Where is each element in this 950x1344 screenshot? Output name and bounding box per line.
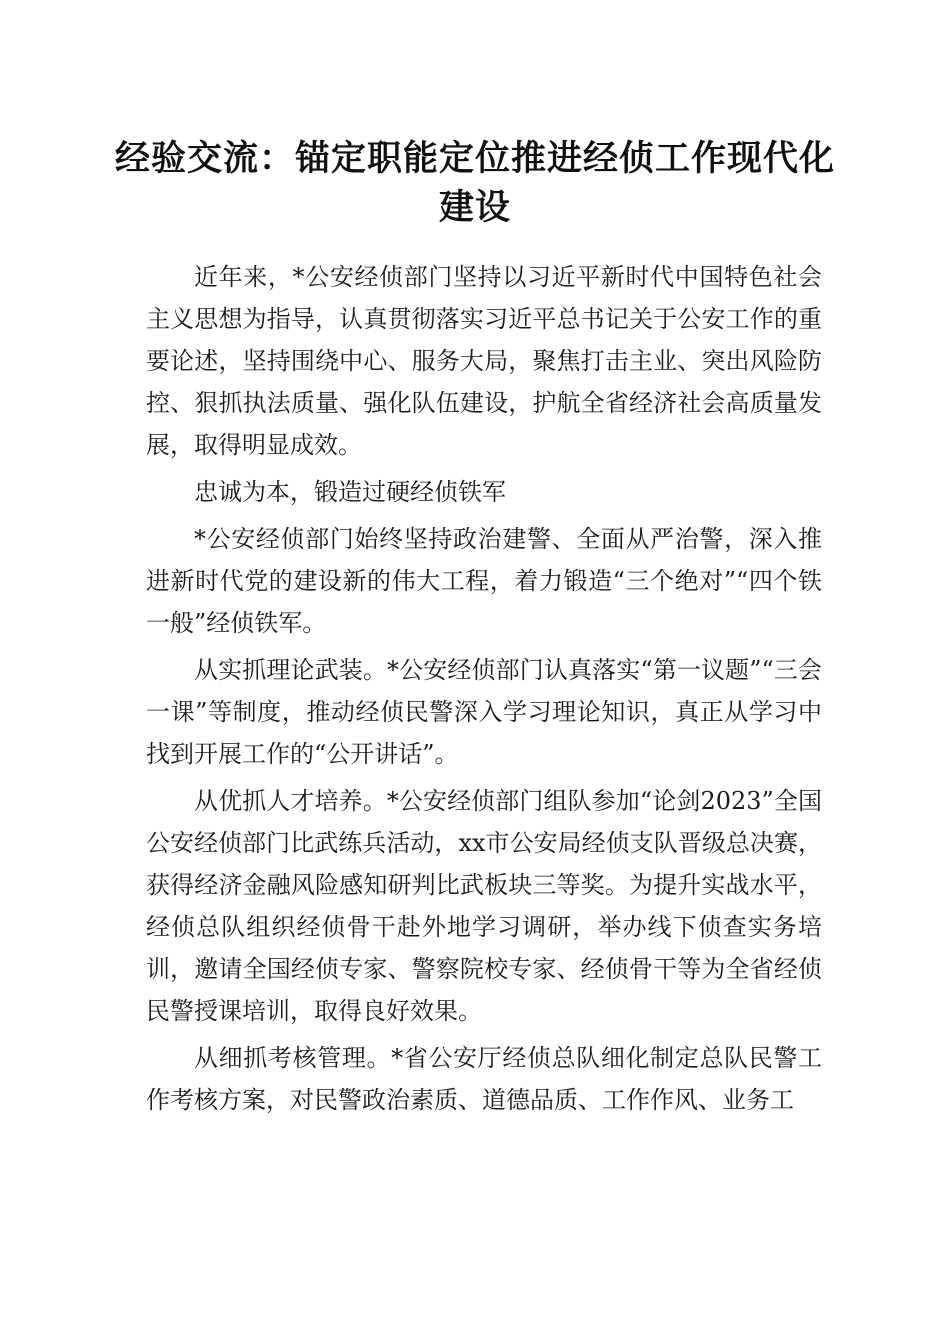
document-body [146, 256, 822, 1126]
paragraph-intro: 近年来，*公安经侦部门坚持以习近平新时代中国特色社会主义思想为指导，认真贯彻落实习近平总书记关于公安工作的重要论述，坚持围绕中心、服务大局，聚焦打击主业、突出风险防控、狠抓执法质量、强化队伍建设，护航全省经济社会高质量发展，取得明显成效。 [146, 263, 822, 459]
paragraph-assessment: 从细抓考核管理。*省公安厅经侦总队细化制定总队民警工作考核方案，对民警政治素质、道德品质、工作作风、业务工 [146, 1044, 822, 1114]
paragraph-talent: 从优抓人才培养。*公安经侦部门组队参加“论剑2023”全国公安经侦部门比武练兵活动，xx市公安局经侦支队晋级总决赛，获得经济金融风险感知研判比武板块三等奖。为提升实战水平，经侦总队组织经侦骨干赴外地学习调研，举办线下侦查实务培训，邀请全国经侦专家、警察院校专家、经侦骨干等为全省经侦民警授课培训，取得良好效果。 [146, 787, 822, 1025]
paragraph-theory: 从实抓理论武装。*公安经侦部门认真落实“第一议题”“三会一课”等制度，推动经侦民警深入学习理论知识，真正从学习中找到开展工作的“公开讲话”。 [146, 656, 822, 768]
section-heading: 忠诚为本，锻造过硬经侦铁军 [194, 478, 506, 506]
paragraph-loyalty: *公安经侦部门始终坚持政治建警、全面从严治警，深入推进新时代党的建设新的伟大工程，着力锻造“三个绝对”“四个铁一般”经侦铁军。 [146, 525, 822, 637]
document-title: 经验交流：锚定职能定位推进经侦工作现代化建设 [114, 138, 835, 228]
